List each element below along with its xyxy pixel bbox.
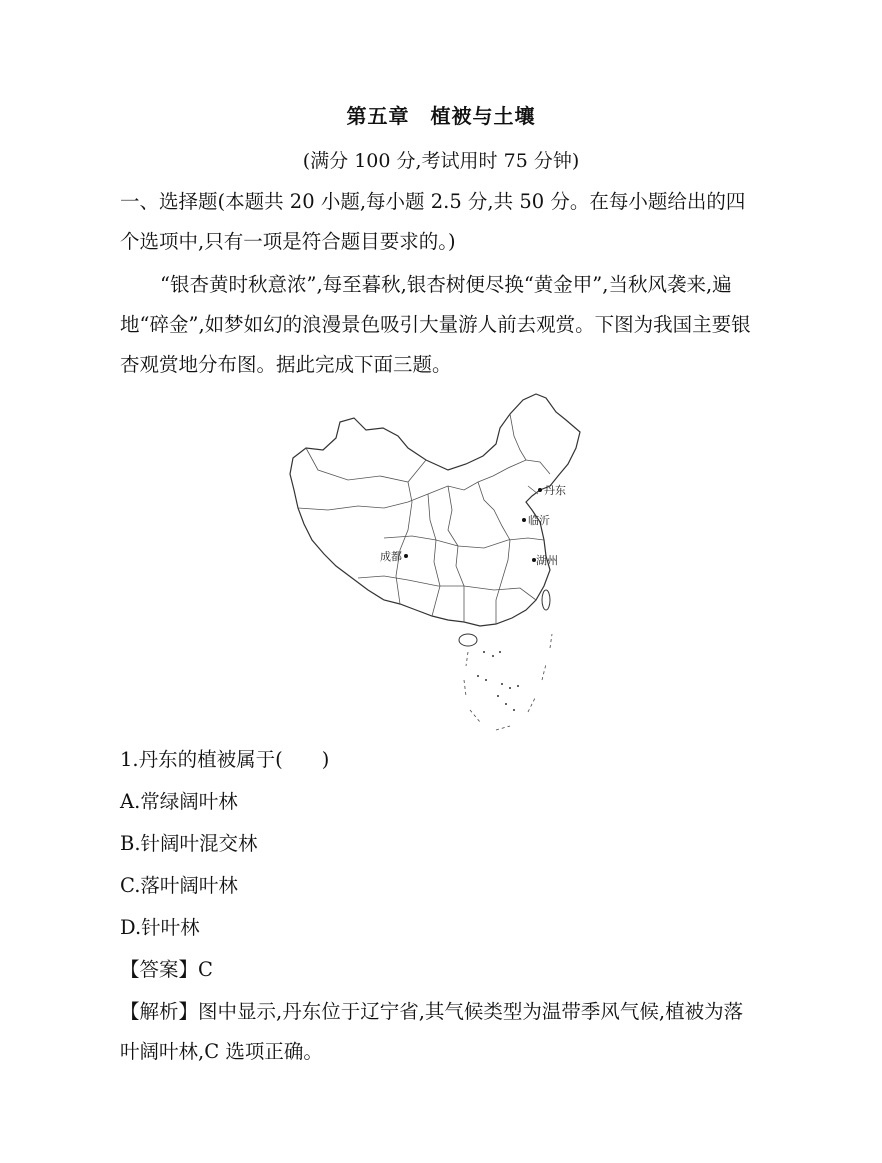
reading-passage: “银杏黄时秋意浓”,每至暮秋,银杏树便尽换“黄金甲”,当秋风袭来,遍地“碎金”,如梦如幻的浪漫景色吸引大量游人前去观赏。下图为我国主要银杏观赏地分布图。据此完成下面三题。	[120, 273, 751, 376]
chengdu-label: 成都	[380, 550, 402, 563]
province-boundaries	[298, 414, 550, 624]
china-ginkgo-map	[288, 390, 588, 735]
huzhou-label: 湖州	[536, 554, 558, 567]
option-b: B.针阔叶混交林	[120, 832, 258, 855]
nine-dash-line	[464, 634, 552, 730]
question-stem: 1.丹东的植被属于( )	[120, 748, 330, 771]
dandong-label: 丹东	[544, 484, 566, 497]
china-outline	[290, 394, 580, 626]
option-d: D.针叶林	[120, 916, 200, 939]
option-c: C.落叶阔叶林	[120, 874, 238, 897]
linyi-marker	[522, 518, 526, 522]
section-intro: 一、选择题(本题共 20 小题,每小题 2.5 分,共 50 分。在每小题给出的四个选项中,只有一项是符合题目要求的。)	[120, 190, 746, 253]
chapter-title: 第五章 植被与土壤	[346, 104, 536, 128]
exam-subtitle: (满分 100 分,考试用时 75 分钟)	[302, 150, 580, 172]
dandong-marker	[538, 488, 542, 492]
chengdu-marker	[404, 554, 408, 558]
south-sea-islands	[477, 651, 519, 711]
linyi-label: 临沂	[528, 514, 550, 527]
option-a: A.常绿阔叶林	[120, 790, 238, 813]
answer: 【答案】C	[120, 958, 213, 981]
analysis: 【解析】图中显示,丹东位于辽宁省,其气候类型为温带季风气候,植被为落叶阔叶林,C 选项正确。	[120, 1000, 744, 1063]
